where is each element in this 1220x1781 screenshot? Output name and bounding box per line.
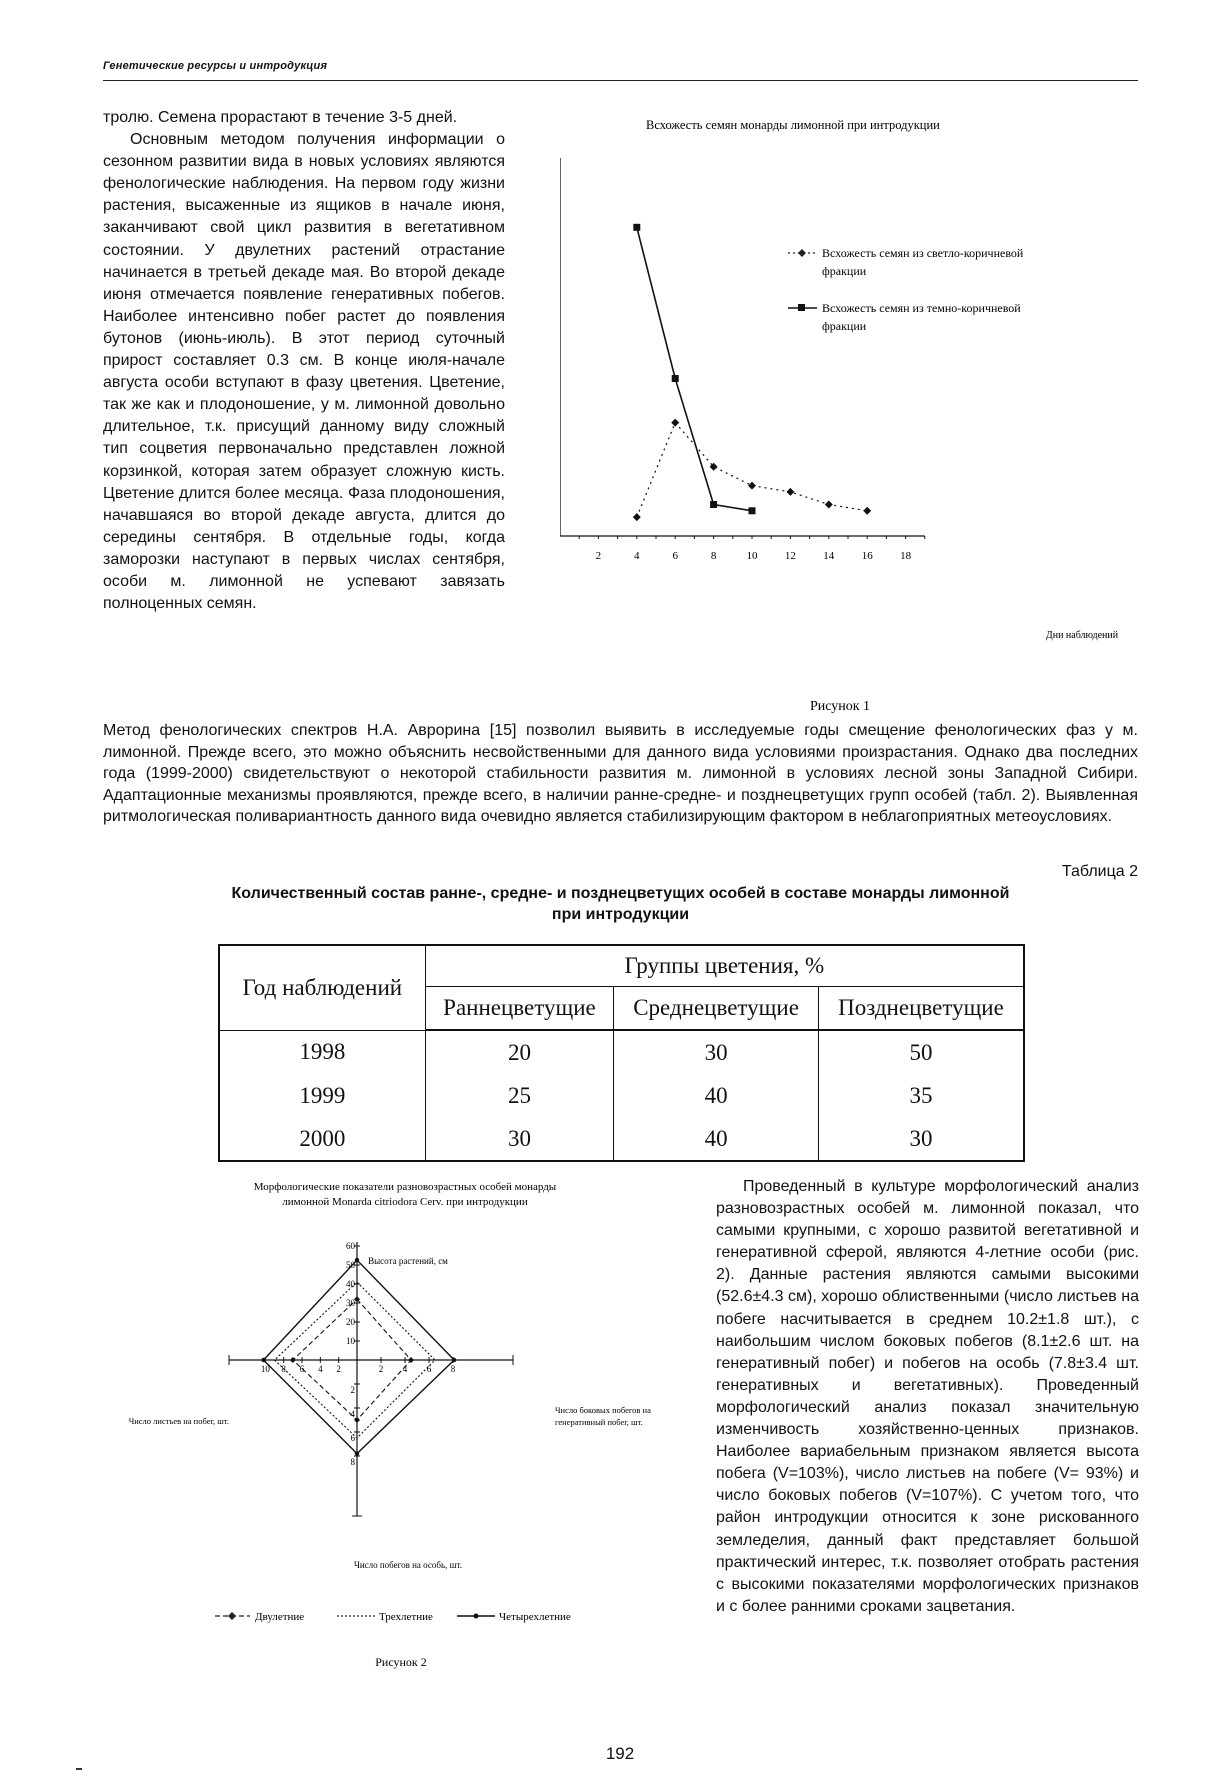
flowering-groups-table [218, 944, 1025, 1162]
data-point [748, 482, 756, 490]
year-header: Год наблюдений [219, 945, 425, 1030]
data-point [633, 224, 640, 231]
axis-tick-label: 2 [378, 1364, 384, 1374]
table-cell: 50 [818, 1030, 1024, 1074]
data-point [633, 513, 641, 521]
chart-title: лимонной Monarda citriodora Cerv. при интродукции [282, 1196, 528, 1208]
table-cell: 2000 [219, 1117, 425, 1161]
x-tick-label: 18 [900, 550, 912, 562]
data-point [672, 375, 679, 382]
table-cell: 20 [425, 1030, 614, 1074]
paragraph: Проведенный в культуре морфологический анализ разновозрастных особей м. лимонной показал, что самыми крупными, с хорошо развитой вегетативной и генеративной сферой, являются 4-летние особи (рис. 2). Данные растения являются самыми высокими (52.6±4.3 см), хорошо облиственными (число листьев на побеге насчитывается в среднем 10.2±1.8 шт.), с наибольшим числом боковых побегов (8.1±2.6 шт. на генеративный побег) и побегов на особь (7.8±3.4 шт. генеративных и вегетативных). Проведенный морфологический анализ показал значительную изменчивость хозяйственно-ценных признаков. Наиболее вариабельным признаком является высота побега (V=103%), число листьев на побеге (V= 93%) и число боковых побегов (V=107%). С учетом того, что район интродукции относится к зоне рискованного земледелия, данный факт представляет большой практический интерес, т.к. позволяет отобрать растения с высокими показателями морфологических признаков и с более ранними сроками зацветания. [716, 1178, 1139, 1615]
table-cell: 40 [614, 1074, 819, 1117]
subheader-late: Позднецветущие [818, 987, 1024, 1031]
legend-label: Всхожесть семян из темно-коричневой [822, 301, 1021, 315]
figure-caption: Рисунок 2 [375, 1655, 427, 1669]
x-tick-label: 16 [861, 550, 873, 562]
data-point [749, 507, 756, 514]
axis-tick-label: 40 [346, 1279, 355, 1289]
table-cell: 25 [425, 1074, 614, 1117]
axis-label-bottom: Число побегов на особь, шт. [353, 1560, 463, 1570]
legend-marker-diamond [228, 1612, 236, 1620]
data-point [355, 1451, 359, 1455]
data-point [671, 419, 679, 427]
table-cell: 30 [818, 1117, 1024, 1161]
legend-label: Четырехлетние [499, 1611, 571, 1623]
table-cell: 30 [425, 1117, 614, 1161]
table-row [219, 1074, 1024, 1117]
axis-tick-label: 2 [350, 1385, 355, 1395]
page-number: 192 [605, 1744, 635, 1763]
table-row [219, 1030, 1024, 1074]
axis-tick-label: 6 [426, 1364, 432, 1374]
x-tick-label: 8 [710, 550, 717, 562]
table-row [219, 1117, 1024, 1161]
axis-label-top: Высота растений, см [368, 1256, 448, 1266]
axis-tick-label: 8 [281, 1364, 286, 1374]
legend-label: Двулетние [255, 1611, 305, 1623]
running-head: Генетические ресурсы и интродукция [103, 60, 328, 72]
figure-1-germination-chart [560, 100, 1138, 720]
chart-title: Всхожесть семян монарды лимонной при интродукции [646, 118, 940, 132]
data-point [452, 1358, 456, 1362]
legend-marker-dot [474, 1614, 479, 1619]
x-axis-label: Дни наблюдений [1045, 630, 1119, 641]
axis-label-left: Число листьев на побег, шт. [128, 1416, 229, 1426]
group-header: Группы цветения, % [425, 945, 1024, 987]
axis-tick-label: 6 [350, 1433, 355, 1443]
legend [788, 246, 1024, 333]
axis-tick-label: 10 [260, 1364, 270, 1374]
table-cell: 30 [614, 1030, 819, 1074]
x-tick-label: 2 [595, 550, 602, 562]
legend-marker-diamond [798, 249, 806, 257]
x-tick-label: 6 [672, 550, 678, 562]
table-cell: 1998 [219, 1030, 425, 1074]
data-point [825, 501, 833, 509]
subheader-early: Раннецветущие [425, 987, 614, 1031]
figure-caption: Рисунок 1 [809, 699, 871, 714]
figure-2-radar-chart [95, 1172, 710, 1712]
table-cell: 35 [818, 1074, 1024, 1117]
table-title-line: при интродукции [551, 906, 690, 923]
series-line-light-fraction [637, 423, 867, 517]
axis-tick-label: 8 [450, 1364, 456, 1374]
legend-label: Трехлетние [379, 1611, 433, 1623]
x-tick-label: 10 [746, 550, 758, 562]
table-title [103, 883, 1138, 925]
data-point [786, 488, 794, 496]
axis-tick-label: 10 [346, 1336, 355, 1346]
axis-tick-label: 20 [346, 1317, 355, 1327]
axis-tick-label: 60 [346, 1241, 355, 1251]
paragraph: Метод фенологических спектров Н.А. Аврорина [15] позволил выявить в исследуемые годы смещение фенологических фаз у м. лимонной. Прежде всего, это можно объяснить несвойственными для данного вида условиями произрастания. Однако два последних года (1999-2000) свидетельствуют о некоторой стабильности развития м. лимонной в условиях лесной зоны Западной Сибири. Адаптационные механизмы проявляются, прежде всего, в наличии ранне-средне- и позднецветущих групп особей (табл. 2). Выявленная ритмологическая поливариантность данного вида очевидно является стабилизирующим фактором в неблагоприятных метеоусловиях. [103, 722, 1138, 826]
legend-label: фракции [822, 319, 867, 333]
axis-tick-label: 50 [346, 1260, 355, 1270]
chart-title: Морфологические показатели разновозрастных особей монарды [253, 1181, 557, 1193]
axis-tick-label: 4 [318, 1364, 323, 1374]
legend-label: Всхожесть семян из светло-коричневой [822, 246, 1024, 260]
table-label: Таблица 2 [1061, 863, 1138, 880]
axis-tick-label: 2 [336, 1364, 341, 1374]
data-point [261, 1358, 265, 1362]
paragraph: Основным методом получения информации о сезонном развитии вида в новых условиях являются фенологические наблюдения. На первом году жизни растения, высаженные из ящиков в начале июня, заканчивают свой цикл развития в вегетативном состоянии. У двулетних растений отрастание начинается в третьей декаде мая. Во второй декаде июня отмечается появление генеративных побегов. Наиболее интенсивно побег растет до появления бутонов (июнь-июль). В этот период суточный прирост составляет 0.3 см. В конце июля-начале августа особи вступают в фазу цветения. Цветение, так же как и плодоношение, у м. лимонной довольно длительное, т.к. присущий данному виду сложный тип соцветия первоначально представлен ложной корзинкой, которая затем образует сложную кисть. Цветение длится более месяца. Фаза плодоношения, начавшаяся во второй декаде августа, длится до середины сентября. В отдельные годы, когда заморозки наступают в первых числах сентября, особи м. лимонной не успевают завязать полноценных семян. [103, 131, 505, 613]
axis-tick-label: 8 [350, 1457, 355, 1467]
x-tick-label: 14 [823, 550, 835, 562]
axis-tick-label: 4 [402, 1364, 408, 1374]
radar-series-polygon [264, 1260, 455, 1454]
header-rule [103, 80, 1138, 81]
axis-tick-label: 6 [299, 1364, 305, 1374]
axis-label-right: Число боковых побегов на [555, 1405, 651, 1415]
legend-marker-square [798, 304, 805, 311]
x-tick-label: 12 [784, 550, 796, 562]
legend [215, 1611, 571, 1623]
data-point [355, 1258, 359, 1262]
table-title-line: Количественный состав ранне-, средне- и позднецветущих особей в составе монарды лимонной [231, 885, 1010, 902]
right-column [716, 1176, 1139, 1618]
subheader-middle: Среднецветущие [614, 987, 819, 1031]
axis-label-right: генеративный побег, шт. [555, 1417, 643, 1427]
legend-label: фракции [822, 264, 867, 278]
data-point [710, 501, 717, 508]
table-cell: 1999 [219, 1074, 425, 1117]
data-point [863, 507, 871, 515]
series-line-dark-fraction [637, 227, 752, 511]
x-tick-label: 4 [634, 550, 640, 562]
axis-tick-label: 30 [346, 1298, 355, 1308]
margin-mark [76, 1768, 82, 1770]
table-cell: 40 [614, 1117, 819, 1161]
axis-tick-label: 4 [350, 1409, 355, 1419]
paragraph: тролю. Семена прорастают в течение 3-5 дней. [103, 109, 458, 126]
left-column [103, 107, 505, 615]
